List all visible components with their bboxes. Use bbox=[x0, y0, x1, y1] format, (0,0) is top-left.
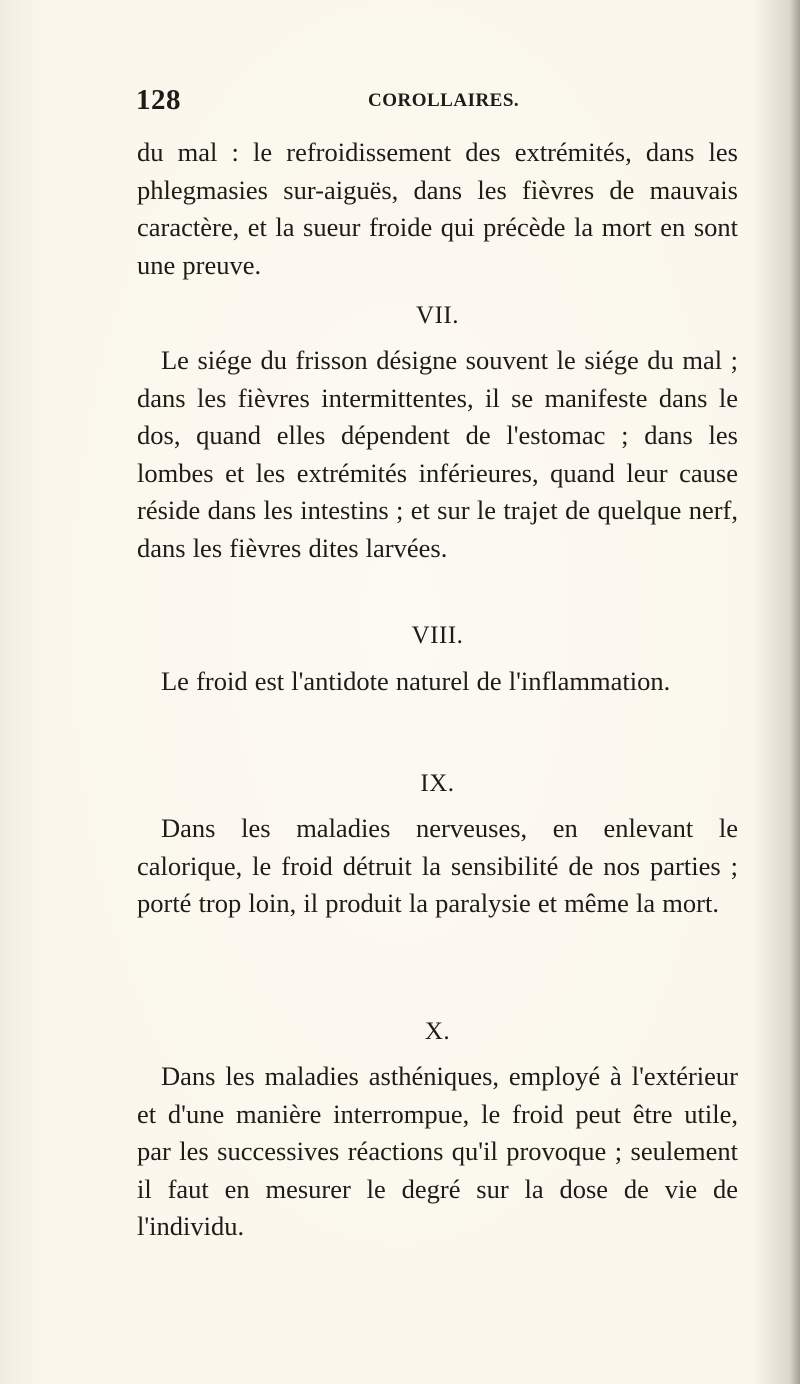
page-edge-shadow bbox=[790, 0, 800, 1384]
section-heading-ix: IX. bbox=[420, 770, 455, 797]
running-header bbox=[136, 84, 736, 120]
paragraph-opening: du mal : le refroidissement des extrémités, dans les phlegmasies sur-aiguës, dans les fièvres de mauvais caractère, et la sueur froide qui précède la mort en sont une preuve. bbox=[137, 137, 738, 280]
paragraph-ix: Dans les maladies nerveuses, en enlevant le calorique, le froid détruit la sensibilité de nos parties ; porté trop loin, il produit la paralysie et même la mort. bbox=[137, 813, 738, 918]
page-number: 128 bbox=[136, 84, 181, 116]
running-title: COROLLAIRES. bbox=[368, 90, 520, 111]
section-heading-viii: VIII. bbox=[411, 622, 464, 649]
paragraph-viii: Le froid est l'antidote naturel de l'inflammation. bbox=[161, 666, 671, 696]
paragraph-x: Dans les maladies asthéniques, employé à l'extérieur et d'une manière interrompue, le froid peut être utile, par les successives réactions qu'il provoque ; seulement il faut en mesurer le degré sur la dose de vie de l'individu. bbox=[137, 1061, 738, 1241]
section-heading-x: X. bbox=[424, 1018, 451, 1045]
section-heading-vii: VII. bbox=[416, 302, 459, 329]
paragraph-vii: Le siége du frisson désigne souvent le siége du mal ; dans les fièvres intermittentes, il se manifeste dans le dos, quand elles dépendent de l'estomac ; dans les lombes et les extrémités inférieures, quand leur cause réside dans les intestins ; et sur le trajet de quelque nerf, dans les fièvres dites larvées. bbox=[137, 345, 738, 563]
